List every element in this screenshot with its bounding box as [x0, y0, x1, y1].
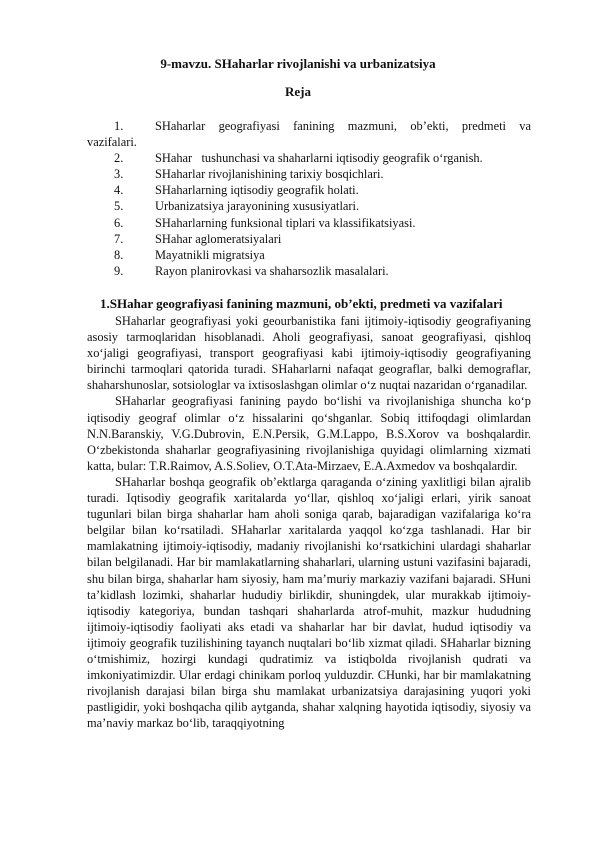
plan-item-text: SHaharlar geografiyasi fanining mazmuni, ob’ekti, predmeti va: [155, 119, 531, 133]
plan-item-2: [87, 150, 531, 166]
plan-item-5: [87, 198, 531, 214]
plan-item-number: 9.: [114, 263, 124, 278]
plan-item-7: [87, 231, 531, 247]
paragraph: SHaharlar geografiyasi yoki geourbanistika fani ijtimoiy-iqtisodiy geografiyaning asosiy tarmoqlaridan hisoblanadi. Aholi geografiyasi, sanoat geografiyasi, qishloq xo‘jaligi geografiyasi, transport geografiyasi kabi ijtimoiy-iqtisodiy geografiyaning birinchi tarmoqlari qatorida turadi. SHaharlarni nafaqat geograflar, balki demograflar, shaharshunoslar, sotsiologlar va ixtisoslashgan olimlar o‘z nuqtai nazaridan o‘rganadilar.: [87, 314, 531, 393]
plan-item-text: SHaharlar rivojlanishining tarixiy bosqichlari.: [155, 167, 384, 182]
plan-list: [87, 118, 531, 279]
plan-item-number: 1.: [114, 119, 124, 133]
plan-item-1: [87, 118, 531, 134]
plan-item-number: 3.: [114, 167, 124, 182]
plan-item-text: SHahar tushunchasi va shaharlarni iqtisodiy geografik o‘rganish.: [155, 151, 483, 166]
plan-item-text: Rayon planirovkasi va shaharsozlik masalalari.: [155, 263, 389, 278]
body-text: [87, 313, 531, 731]
plan-item-number: 8.: [114, 247, 124, 262]
plan-item-number: 7.: [114, 231, 124, 246]
plan-item-number: 4.: [114, 183, 124, 198]
plan-item-6: [87, 215, 531, 231]
plan-item-number: 2.: [114, 151, 124, 166]
paragraph: SHaharlar boshqa geografik ob’ektlarga qaraganda o‘zining yaxlitligi bilan ajralib turadi. Iqtisodiy geografik xaritalarda yo‘llar, qishloq xo‘jaligi erlari, yirik sanoat tugunlari bilan birga shaharlar ham aholi soniga qarab, bajaradigan vazifalariga ko‘ra belgilar bilan ko‘rsatiladi. SHaharlar xaritalarda yaqqol ko‘zga tashlanadi. Har bir mamlakatning ijtimoiy-iqtisodiy, madaniy rivojlanishi ko‘rsatkichini ulardagi shaharlar bilan belgilanadi. Har bir mamlakatlarning shaharlari, ularning ustuni vazifasini bajaradi, shu bilan birga, shaharlar ham siyosiy, ham ma’muriy markaziy vazifani bajaradi. SHuni ta’kidlash lozimki, shaharlar hududiy birlikdir, shuningdek, ular murakkab ijtimoiy-iqtisodiy kategoriya, bundan tashqari shaharlarda atrof-muhit, mazkur hududning ijtimoiy-iqtisodiy faoliyati aks etadi va shaharlar har bir davlat, hudud iqtisodiy va ijtimoiy geografik tuzilishining tayanch nuqtalari bo‘lib xizmat qiladi. SHaharlar bizning o‘tmishimiz, hozirgi kundagi qudratimiz va istiqbolda rivojlanish qudrati va imkoniyatimizdir. Ular erdagi chinikam porloq yulduzdir. CHunki, har bir mamlakatning rivojlanish darajasi bilan birga shu mamlakat urbanizatsiya darajasining yuqori yoki pastligidir, yoki boshqacha qilib aytganda, shahar xalqning hayotida iqtisodiy, siyosiy va ma’naviy markaz bo‘lib, taraqqiyotning: [87, 474, 531, 731]
document-title: 9-mavzu. SHaharlar rivojlanishi va urbanizatsiya: [160, 56, 436, 71]
plan-item-1-continuation: vazifalari.: [87, 135, 137, 150]
section-heading: 1.SHahar geografiyasi fanining mazmuni, ob’ekti, predmeti va vazifalari: [100, 296, 503, 311]
plan-item-3: [87, 166, 531, 182]
plan-heading: Reja: [285, 84, 311, 99]
plan-item-text: Urbanizatsiya jarayonining xususiyatlari.: [155, 199, 360, 214]
plan-item-9: [87, 263, 531, 279]
plan-item-text: SHaharlarning iqtisodiy geografik holati.: [155, 183, 359, 198]
plan-item-text: SHaharlarning funksional tiplari va klassifikatsiyasi.: [155, 215, 416, 230]
plan-item-8: [87, 247, 531, 263]
plan-item-text: Mayatnikli migratsiya: [155, 247, 265, 262]
plan-item-text: SHahar aglomeratsiyalari: [155, 231, 282, 246]
plan-item-number: 5.: [114, 199, 124, 214]
paragraph: SHaharlar geografiyasi fanining paydo bo‘lishi va rivojlanishiga shuncha ko‘p iqtisodiy geograf olimlar o‘z hissalarini qo‘shganlar. Sobiq ittifoqdagi olimlardan N.N.Baranskiy, V.G.Dubrovin, E.N.Persik, G.M.Lappo, B.S.Xorov va boshqalardir. O‘zbekistonda shaharlar geografiyasining rivojlanishiga quyidagi olimlarning xizmati katta, bular: T.R.Raimov, A.S.Soliev, O.T.Ata-Mirzaev, E.A.Axmedov va boshqalardir.: [87, 394, 531, 473]
plan-item-number: 6.: [114, 215, 124, 230]
plan-item-4: [87, 182, 531, 198]
